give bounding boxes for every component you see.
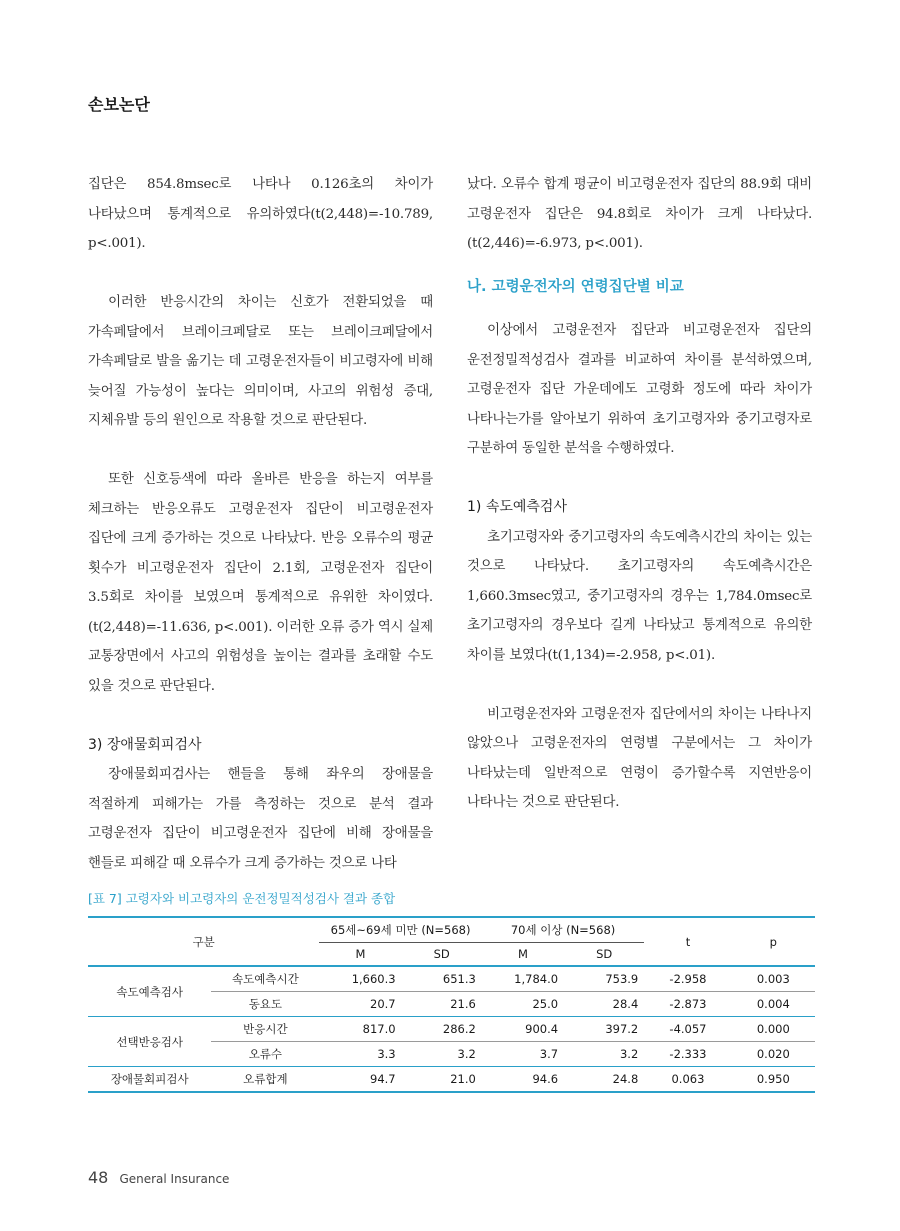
cell-m1: 94.7: [319, 1067, 401, 1093]
cell-p: 0.003: [732, 966, 815, 992]
paragraph: 이상에서 고령운전자 집단과 비고령운전자 집단의 운전정밀적성검사 결과를 비교하여 차이를 분석하였으며, 고령운전자 집단 가운데에도 고령화 정도에 따라 차이가 나타나는가를 알아보기 위하여 초기고령자와 중기고령자로 구분하여 동일한 분석을 수행하였다.: [467, 323, 812, 456]
row-category: 선택반응검사: [88, 1017, 211, 1067]
cell-sd2: 753.9: [564, 966, 644, 992]
cell-sd2: 397.2: [564, 1017, 644, 1042]
header-p: p: [732, 917, 815, 966]
paragraph: 비고령운전자와 고령운전자 집단에서의 차이는 나타나지 않았으나 고령운전자의 연령별 구분에서는 그 차이가 나타났는데 일반적으로 연령이 증가할수록 지연반응이 나타나는 것으로 판단된다.: [467, 706, 812, 810]
cell-t: 0.063: [644, 1067, 731, 1093]
cell-sd2: 24.8: [564, 1067, 644, 1093]
cell-m1: 20.7: [319, 992, 401, 1017]
header-t: t: [644, 917, 731, 966]
cell-t: -2.958: [644, 966, 731, 992]
header-sd: SD: [564, 943, 644, 967]
cell-t: -2.873: [644, 992, 731, 1017]
row-subcategory: 속도예측시간: [211, 966, 319, 992]
paragraph: 또한 신호등색에 따라 올바른 반응을 하는지 여부를 체크하는 반응오류도 고령운전자 집단이 비고령운전자 집단에 크게 증가하는 것으로 나타났다. 반응 오류수의 평균 횟수가 비고령운전자 집단이 2.1회, 고령운전자 집단이 3.5회로 차이를 보였으며 통계적으로 유위한 차이였다.(t(2,448)=-11.636, p<.001). 이러한 오류 증가 역시 실제 교통장면에서 사고의 위험성을 높이는 결과를 초래할 수도 있을 것으로 판단된다.: [88, 472, 433, 694]
cell-m2: 1,784.0: [482, 966, 564, 992]
cell-t: -2.333: [644, 1042, 731, 1067]
cell-m2: 900.4: [482, 1017, 564, 1042]
cell-sd1: 651.3: [402, 966, 482, 992]
row-subcategory: 동요도: [211, 992, 319, 1017]
cell-sd2: 28.4: [564, 992, 644, 1017]
paragraph: 이러한 반응시간의 차이는 신호가 전환되었을 때 가속페달에서 브레이크페달로 또는 브레이크페달에서 가속페달로 발을 옮기는 데 고령운전자들이 비고령자에 비해 늦어질 가능성이 높다는 의미이며, 사고의 위험성 증대, 지체유발 등의 원인으로 작용할 것으로 판단된다.: [88, 295, 433, 428]
right-text-column: [467, 170, 812, 818]
cell-p: 0.950: [732, 1067, 815, 1093]
header-group2: 70세 이상 (N=568): [482, 917, 644, 943]
cell-sd1: 3.2: [402, 1042, 482, 1067]
row-subcategory: 오류수: [211, 1042, 319, 1067]
row-subcategory: 오류합계: [211, 1067, 319, 1093]
header-m: M: [482, 943, 564, 967]
cell-sd1: 286.2: [402, 1017, 482, 1042]
header-category: 구분: [88, 917, 319, 966]
row-category: 속도예측검사: [88, 966, 211, 1017]
publication-name: General Insurance: [119, 1172, 230, 1186]
cell-p: 0.004: [732, 992, 815, 1017]
header-group1: 65세~69세 미만 (N=568): [319, 917, 481, 943]
paragraph: 초기고령자와 중기고령자의 속도예측시간의 차이는 있는 것으로 나타났다. 초기고령자의 속도예측시간은 1,660.3msec였고, 중기고령자의 경우는 1,784.0msec로 초기고령자의 경우보다 길게 나타났고 통계적으로 유의한 차이를 보였다(t(1,134)=-2.958, p<.01).: [467, 529, 812, 663]
row-category: 장애물회피검사: [88, 1067, 211, 1093]
cell-t: -4.057: [644, 1017, 731, 1042]
cell-m2: 25.0: [482, 992, 564, 1017]
paragraph: 집단은 854.8msec로 나타나 0.126초의 차이가 나타났으며 통계적으로 유의하였다(t(2,448)=-10.789, p<.001).: [88, 177, 433, 251]
cell-sd1: 21.0: [402, 1067, 482, 1093]
left-text-column: [88, 170, 433, 878]
paragraph: 났다. 오류수 합계 평균이 비고령운전자 집단의 88.9회 대비 고령운전자 집단은 94.8회로 차이가 크게 나타났다.(t(2,446)=-6.973, p<.001).: [467, 177, 812, 251]
row-subcategory: 반응시간: [211, 1017, 319, 1042]
cell-m2: 3.7: [482, 1042, 564, 1067]
cell-m1: 817.0: [319, 1017, 401, 1042]
subsection-heading: 1) 속도예측검사: [467, 499, 567, 515]
table-caption: [표 7] 고령자와 비고령자의 운전정밀적성검사 결과 종합: [88, 891, 396, 906]
cell-p: 0.020: [732, 1042, 815, 1067]
cell-sd2: 3.2: [564, 1042, 644, 1067]
cell-m2: 94.6: [482, 1067, 564, 1093]
section-heading: 나. 고령운전자의 연령집단별 비교: [467, 278, 684, 295]
cell-m1: 3.3: [319, 1042, 401, 1067]
cell-p: 0.000: [732, 1017, 815, 1042]
page-footer: [88, 1168, 229, 1187]
cell-m1: 1,660.3: [319, 966, 401, 992]
results-table: [88, 916, 815, 1093]
page-header-title: 손보논단: [88, 95, 150, 114]
page-number: 48: [88, 1168, 109, 1187]
subsection-heading: 3) 장애물회피검사: [88, 736, 202, 753]
paragraph: 장애물회피검사는 핸들을 통해 좌우의 장애물을 적절하게 피해가는 가를 측정하는 것으로 분석 결과 고령운전자 집단이 비고령운전자 집단에 비해 장애물을 핸들로 피해갈 때 오류수가 크게 증가하는 것으로 나타: [88, 767, 433, 871]
cell-sd1: 21.6: [402, 992, 482, 1017]
header-m: M: [319, 943, 401, 967]
header-sd: SD: [402, 943, 482, 967]
